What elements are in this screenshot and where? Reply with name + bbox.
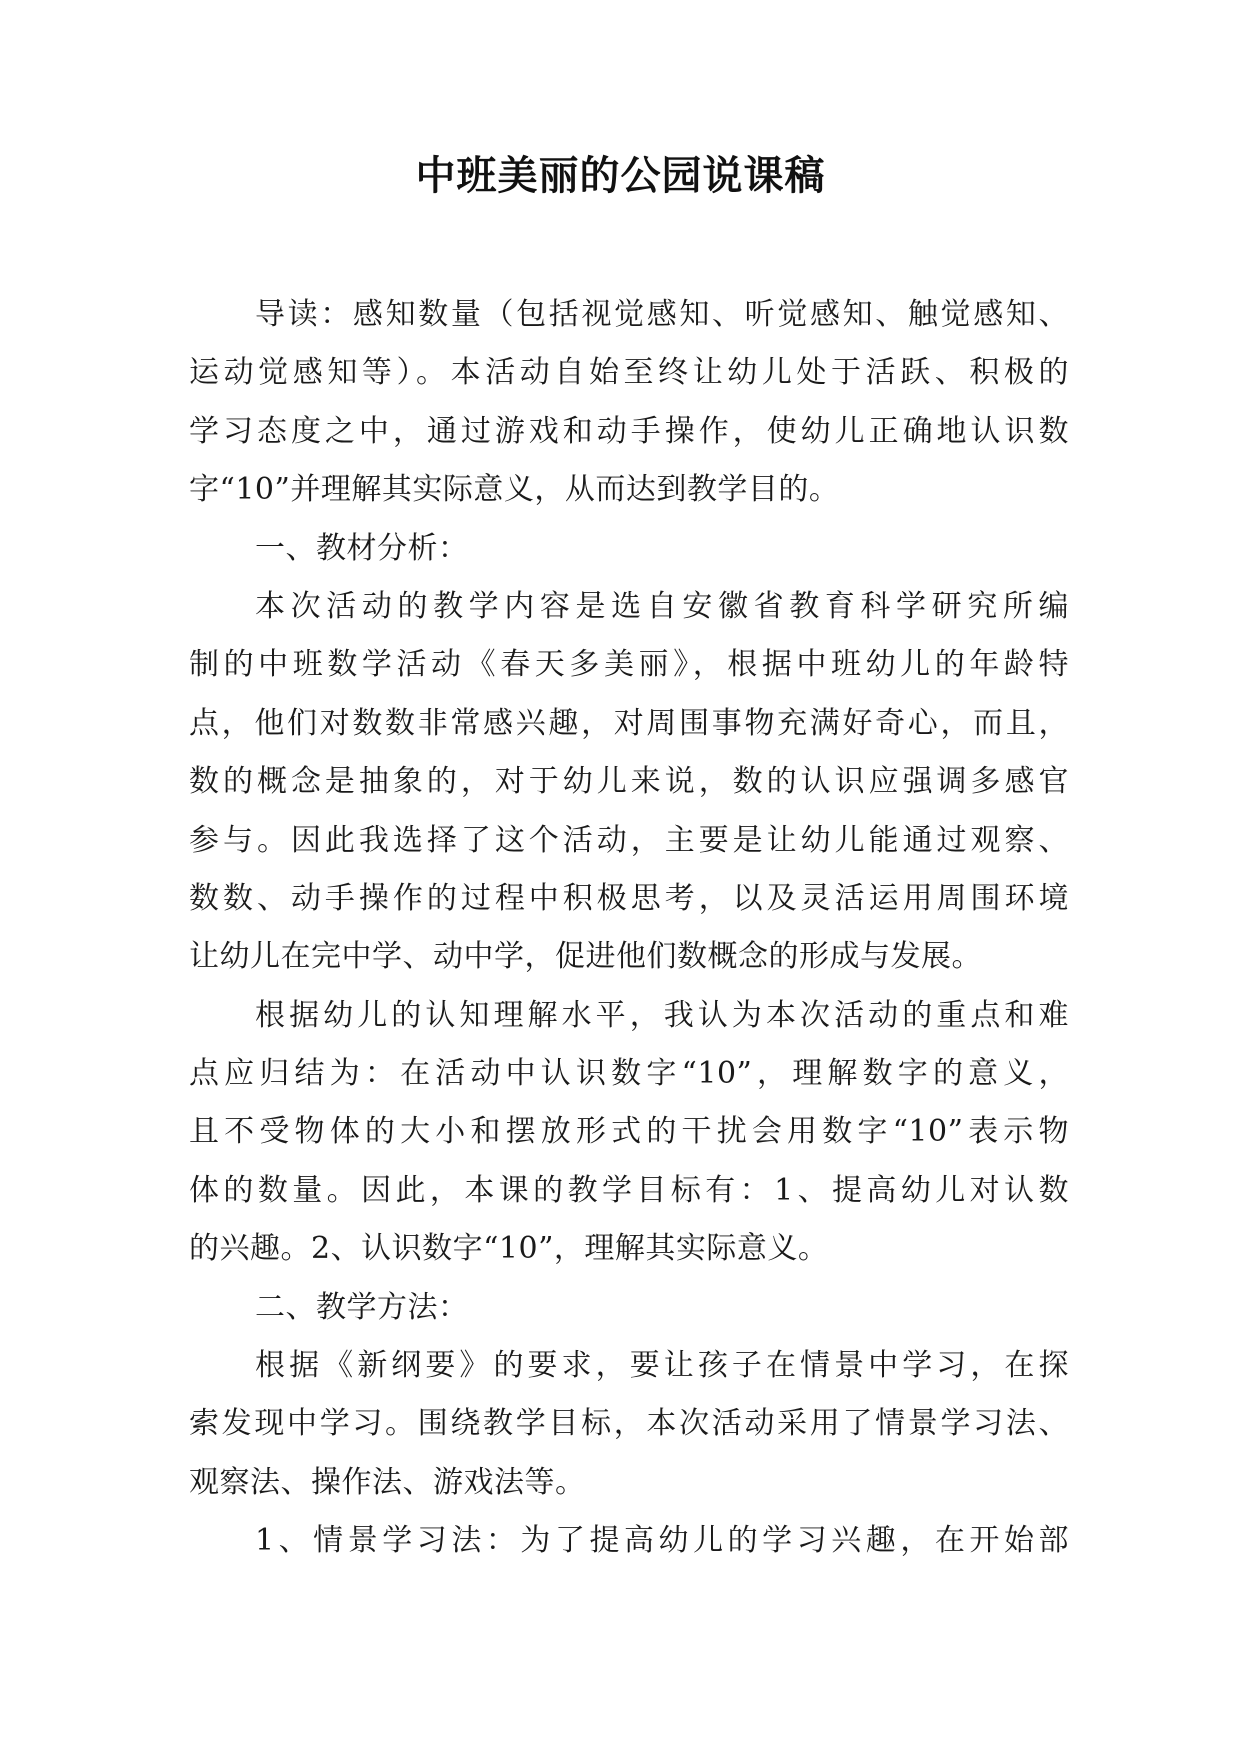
paragraph-line: 的兴趣。2、认识数字“10”，理解其实际意义。 <box>189 1231 829 1267</box>
paragraph-line: 点，他们对数数非常感兴趣，对周围事物充满好奇心，而且， <box>189 705 1069 741</box>
paragraph-line: 数的概念是抽象的，对于幼儿来说，数的认识应强调多感官 <box>189 764 1069 800</box>
paragraph-line: 1、情景学习法：为了提高幼儿的学习兴趣，在开始部 <box>255 1523 1069 1559</box>
paragraph-line: 制的中班数学活动《春天多美丽》，根据中班幼儿的年龄特 <box>189 647 1069 683</box>
paragraph-line: 数数、动手操作的过程中积极思考，以及灵活运用周围环境 <box>189 880 1069 916</box>
paragraph-line: 点应归结为：在活动中认识数字“10”，理解数字的意义， <box>189 1056 1069 1092</box>
paragraph-line: 根据《新纲要》的要求，要让孩子在情景中学习，在探 <box>255 1348 1069 1384</box>
section-heading: 二、教学方法： <box>255 1289 469 1325</box>
paragraph-line: 观察法、操作法、游戏法等。 <box>189 1464 586 1500</box>
paragraph-line: 让幼儿在完中学、动中学，促进他们数概念的形成与发展。 <box>189 939 982 975</box>
paragraph-line: 本次活动的教学内容是选自安徽省教育科学研究所编 <box>255 588 1069 624</box>
paragraph-line: 参与。因此我选择了这个活动，主要是让幼儿能通过观察、 <box>189 822 1069 858</box>
section-heading: 一、教材分析： <box>255 530 469 566</box>
paragraph-line: 索发现中学习。围绕教学目标，本次活动采用了情景学习法、 <box>189 1406 1069 1442</box>
paragraph-line: 字“10”并理解其实际意义，从而达到教学目的。 <box>189 472 840 508</box>
document-title: 中班美丽的公园说课稿 <box>415 152 826 199</box>
paragraph-line: 导读：感知数量（包括视觉感知、听觉感知、触觉感知、 <box>255 297 1069 332</box>
paragraph-line: 根据幼儿的认知理解水平，我认为本次活动的重点和难 <box>255 997 1069 1033</box>
document-body <box>189 286 1069 1571</box>
paragraph-line: 体的数量。因此，本课的教学目标有：1、提高幼儿对认数 <box>189 1172 1069 1208</box>
paragraph-line: 且不受物体的大小和摆放形式的干扰会用数字“10”表示物 <box>189 1114 1069 1150</box>
paragraph-line: 学习态度之中，通过游戏和动手操作，使幼儿正确地认识数 <box>189 413 1069 449</box>
paragraph-line: 运动觉感知等）。本活动自始至终让幼儿处于活跃、积极的 <box>189 355 1069 391</box>
